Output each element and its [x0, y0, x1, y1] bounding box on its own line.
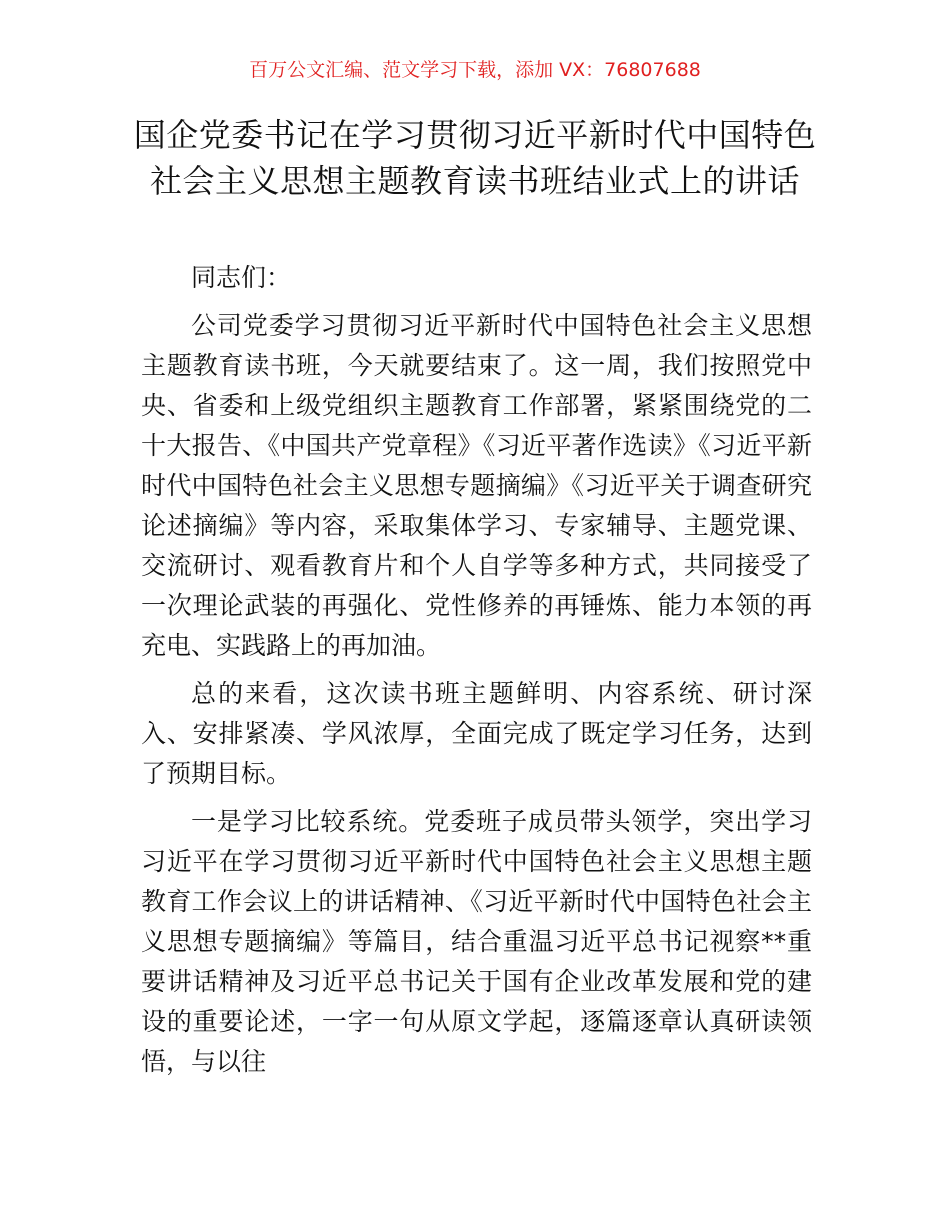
salutation-paragraph: 同志们： [191, 263, 292, 292]
body-paragraph: 总的来看，这次读书班主题鲜明、内容系统、研讨深入、安排紧凑、学风浓厚，全面完成了既定学习任务，达到了预期目标。 [141, 679, 812, 788]
document-title: 国企党委书记在学习贯彻习近平新时代中国特色社会主义思想主题教育读书班结业式上的讲话 [133, 116, 817, 200]
body-paragraph: 公司党委学习贯彻习近平新时代中国特色社会主义思想主题教育读书班，今天就要结束了。这一周，我们按照党中央、省委和上级党组织主题教育工作部署，紧紧围绕党的二十大报告、《中国共产党章程》《习近平著作选读》《习近平新时代中国特色社会主义思想专题摘编》《习近平关于调查研究论述摘编》等内容，采取集体学习、专家辅导、主题党课、交流研讨、观看教育片和个人自学等多种方式，共同接受了一次理论武装的再强化、党性修养的再锤炼、能力本领的再充电、实践路上的再加油。 [141, 311, 812, 660]
body-paragraph: 一是学习比较系统。党委班子成员带头领学，突出学习习近平在学习贯彻习近平新时代中国特色社会主义思想主题教育工作会议上的讲话精神、《习近平新时代中国特色社会主义思想专题摘编》等篇目，结合重温习近平总书记视察**重要讲话精神及习近平总书记关于国有企业改革发展和党的建设的重要论述，一字一句从原文学起，逐篇逐章认真研读领悟，与以往 [141, 807, 812, 1076]
watermark-banner: 百万公文汇编、范文学习下载，添加 VX：76807688 [249, 59, 701, 81]
document-body [141, 258, 812, 1090]
